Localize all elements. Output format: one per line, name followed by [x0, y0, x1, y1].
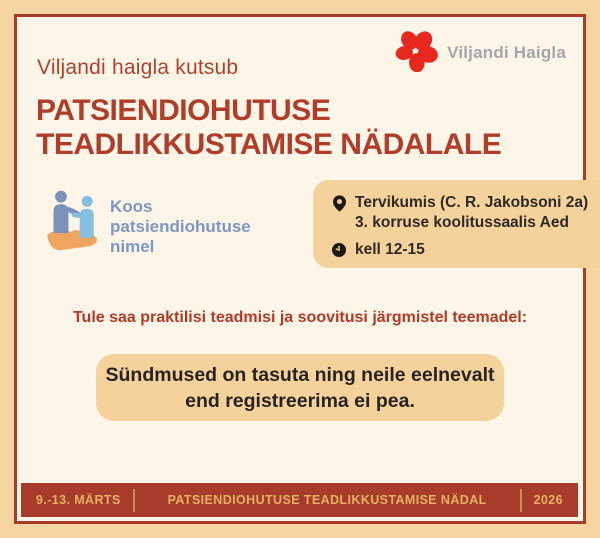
- page-title-line2: TEADLIKKUSTAMISE NÄDALALE: [36, 128, 502, 161]
- location-pin-icon: [332, 193, 346, 233]
- time-text: kell 12-15: [355, 241, 425, 258]
- location-line1: Tervikumis (C. R. Jakobsoni 2a): [355, 194, 589, 211]
- footer-event-name: PATSIENDIOHUTUSE TEADLIKKUSTAMISE NÄDAL: [167, 493, 487, 507]
- footer-year: 2026: [533, 493, 563, 507]
- page-title-line1: PATSIENDIOHUTUSE: [36, 94, 331, 127]
- poster-card: [14, 14, 589, 524]
- partner-logo-text: [110, 197, 251, 257]
- event-info-box: [313, 180, 600, 268]
- hospital-logo-text: Viljandi Haigla: [447, 42, 566, 62]
- time-row: [332, 240, 592, 260]
- kicker-text: Viljandi haigla kutsub: [37, 56, 239, 79]
- clock-icon: [332, 243, 346, 257]
- location-row: [332, 193, 592, 233]
- footer-date-range: 9.-13. MÄRTS: [36, 493, 121, 507]
- partner-logo: [46, 188, 251, 259]
- hospital-logo: [393, 28, 566, 77]
- note-box: [96, 354, 504, 421]
- note-line1: Sündmused on tasuta ning neile eelnevalt: [105, 363, 495, 386]
- partner-logo-line1: Koos: [110, 197, 153, 216]
- lead-text: Tule saa praktilisi teadmisi ja soovitusi järgmistel teemadel:: [72, 309, 528, 326]
- partner-logo-line3: nimel: [110, 237, 155, 256]
- page-title: [36, 94, 501, 162]
- footer-bar: [21, 483, 578, 517]
- note-line2: end registreerima ei pea.: [185, 389, 415, 412]
- location-line2: 3. korruse koolitussaalis Aed: [355, 214, 569, 231]
- people-on-hand-icon: [46, 188, 104, 259]
- partner-logo-line2: patsiendiohutuse: [110, 217, 251, 236]
- location-text: [355, 193, 588, 233]
- flower-logo-icon: [393, 28, 439, 77]
